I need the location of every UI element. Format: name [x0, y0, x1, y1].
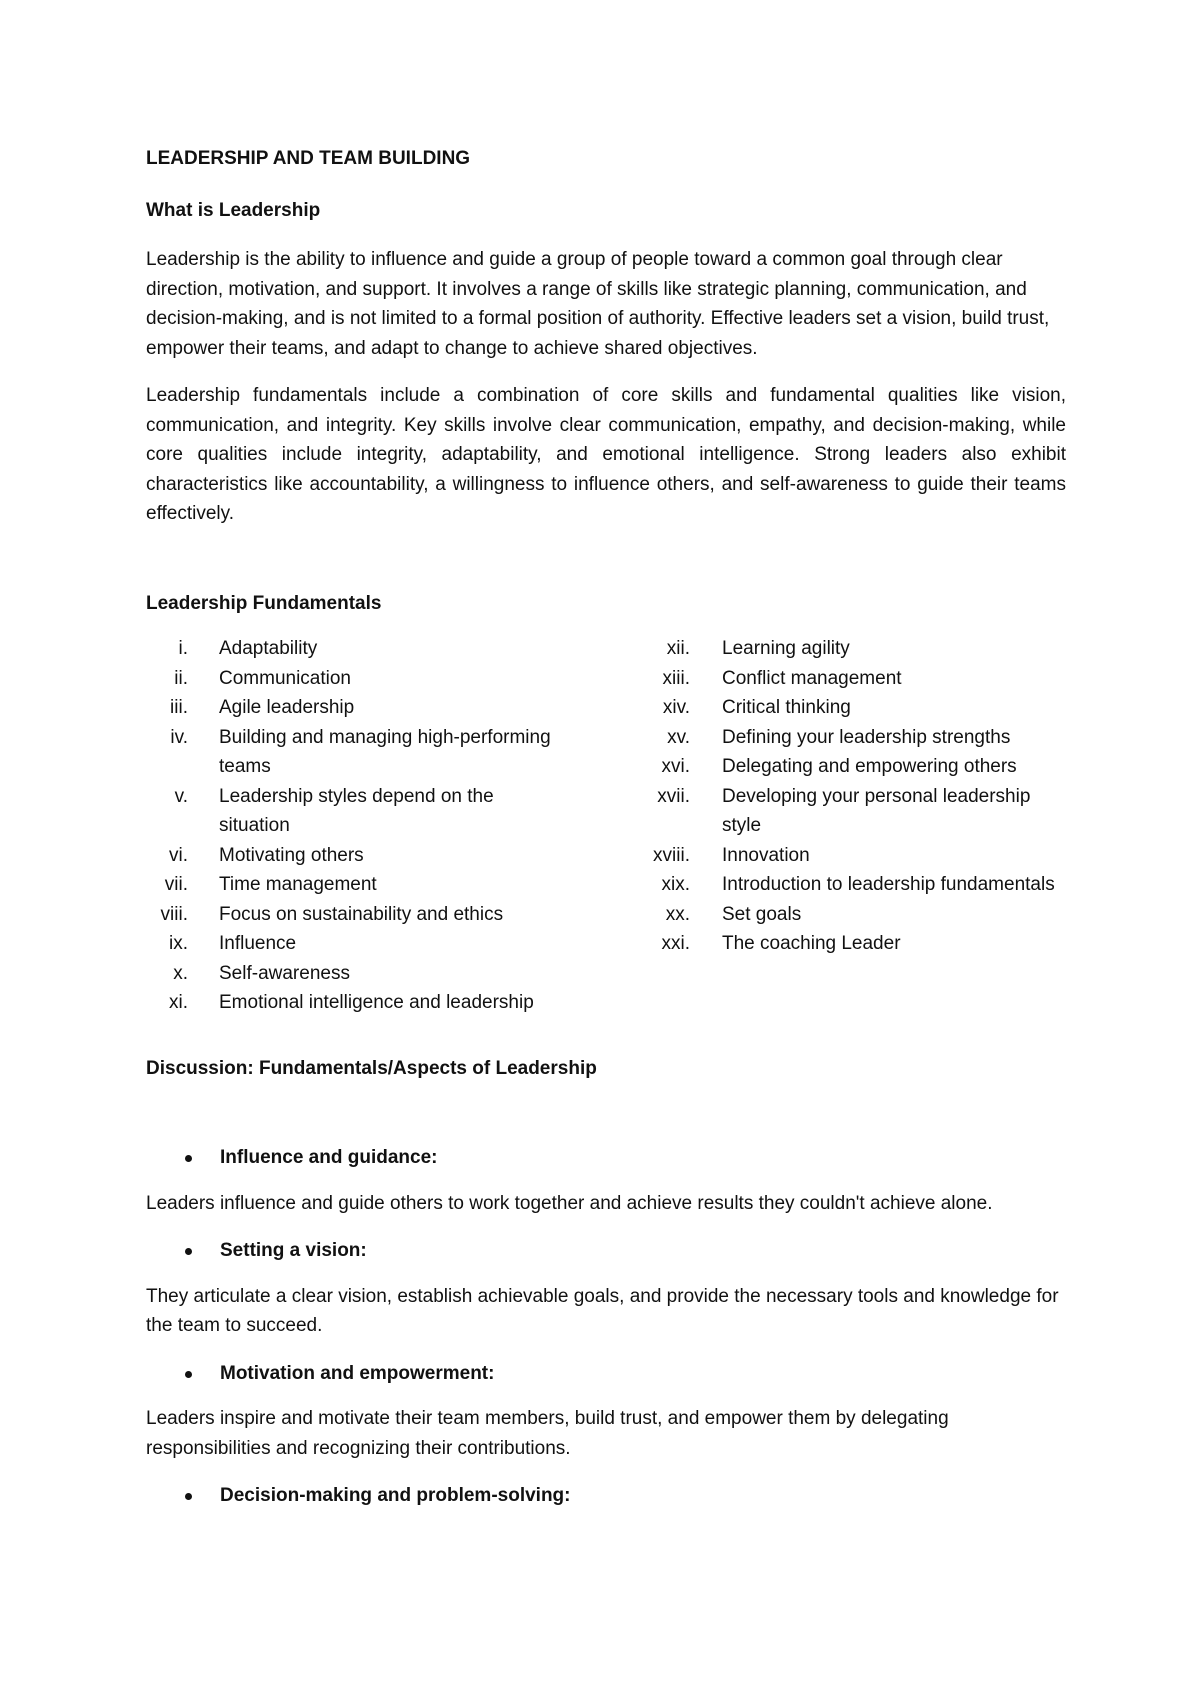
list-item [642, 929, 1066, 959]
list-item-text: Delegating and empowering others [722, 756, 1017, 777]
list-item-number: xi. [169, 992, 188, 1013]
list-item-text: Set goals [722, 903, 802, 925]
list-item-text: Emotional intelligence and leadership [219, 992, 534, 1013]
aspect-label: Decision-making and problem-solving: [220, 1485, 571, 1506]
list-item [146, 634, 642, 664]
list-item-number: x. [173, 962, 188, 984]
list-item [642, 664, 1066, 694]
list-item [146, 664, 642, 694]
list-item-number: i. [178, 638, 188, 659]
aspect-paragraph: They articulate a clear vision, establish achievable goals, and provide the necessary tools and knowledge for the team to succeed. [146, 1285, 1059, 1336]
list-item-number: xiii. [662, 667, 690, 689]
bullet-dot-icon [146, 1481, 192, 1511]
list-item-number: xii. [666, 638, 690, 659]
aspect-paragraph: Leaders influence and guide others to work together and achieve results they couldn't achieve alone. [146, 1192, 993, 1214]
aspect-label: Influence and guidance: [220, 1147, 438, 1168]
aspect-label: Setting a vision: [220, 1240, 367, 1261]
aspect-paragraph: Leaders inspire and motivate their team members, build trust, and empower them by delegating responsibilities and recognizing their contributions. [146, 1408, 949, 1459]
list-item-number: ix. [169, 933, 188, 954]
list-item-number: xix. [661, 874, 690, 895]
list-item-text: Leadership styles depend on the situation [219, 785, 494, 836]
list-item [642, 782, 1066, 841]
document-title: LEADERSHIP AND TEAM BUILDING [146, 148, 471, 169]
list-item-number: iii. [170, 697, 188, 718]
list-item-text: Influence [219, 933, 297, 954]
bullet-dot-icon [146, 1359, 192, 1389]
leadership-definition-paragraph: Leadership is the ability to influence and guide a group of people toward a common goal through clear direction, motivation, and support. It involves a range of skills like strategic planning, communication, and decision-making, and is not limited to a formal position of authority. Effective leaders set a vision, build trust, empower their teams, and adapt to change to achieve shared objectives. [146, 249, 1050, 359]
fundamentals-list-left [146, 634, 642, 1018]
bullet-dot-icon [146, 1143, 192, 1173]
list-item-text: Introduction to leadership fundamentals [722, 874, 1055, 895]
list-item [642, 841, 1066, 871]
aspect-bullet [146, 1481, 1066, 1511]
list-item [146, 929, 642, 959]
list-item-text: Time management [219, 874, 377, 895]
bullet-dot-icon [146, 1236, 192, 1266]
list-item [146, 723, 642, 782]
list-item [642, 693, 1066, 723]
list-item-text: Innovation [722, 844, 810, 866]
aspect-bullet [146, 1359, 1066, 1389]
list-item [642, 723, 1066, 753]
list-item-number: vi. [169, 844, 188, 866]
fundamentals-list [146, 634, 1066, 1018]
list-item-number: xx. [665, 903, 690, 925]
list-item-text: Agile leadership [219, 697, 355, 718]
fundamentals-list-right [642, 634, 1066, 1018]
list-item-text: Defining your leadership strengths [722, 726, 1011, 748]
what-is-leadership-heading: What is Leadership [146, 199, 321, 221]
aspect-bullet [146, 1143, 1066, 1173]
list-item-text: Learning agility [722, 638, 850, 659]
list-item-text: Self-awareness [219, 962, 350, 984]
list-item [146, 841, 642, 871]
list-item-number: xviii. [653, 844, 690, 866]
list-item-text: Developing your personal leadership style [722, 785, 1031, 836]
list-item-number: xv. [667, 726, 690, 748]
list-item [146, 900, 642, 930]
aspect-bullet [146, 1236, 1066, 1266]
list-item-number: xxi. [661, 933, 690, 954]
list-item-text: Communication [219, 667, 351, 689]
list-item [146, 959, 642, 989]
list-item-number: xvii. [657, 785, 690, 807]
list-item [642, 752, 1066, 782]
list-item-number: viii. [160, 903, 188, 925]
leadership-fundamentals-paragraph: Leadership fundamentals include a combination of core skills and fundamental qualities like vision, communication, and integrity. Key skills involve clear communication, empathy, and decision-making, while core qualities include integrity, adaptability, and emotional intelligence. Strong leaders also exhibit characteristics like accountability, a willingness to influence others, and self-awareness to guide their teams effectively. [146, 385, 1066, 524]
document-body [146, 144, 1066, 1527]
list-item-number: xiv. [662, 697, 690, 718]
list-item [146, 782, 642, 841]
list-item-text: The coaching Leader [722, 933, 901, 954]
list-item-number: v. [174, 785, 188, 807]
list-item-number: iv. [170, 726, 188, 748]
aspect-label: Motivation and empowerment: [220, 1362, 495, 1384]
fundamentals-heading: Leadership Fundamentals [146, 592, 382, 614]
list-item-number: ii. [174, 667, 188, 689]
list-item-text: Focus on sustainability and ethics [219, 903, 504, 925]
list-item [146, 870, 642, 900]
list-item-text: Motivating others [219, 844, 364, 866]
list-item [146, 693, 642, 723]
list-item-text: Conflict management [722, 667, 902, 689]
list-item [642, 870, 1066, 900]
list-item-number: vii. [164, 874, 188, 895]
discussion-heading: Discussion: Fundamentals/Aspects of Leadership [146, 1057, 597, 1079]
list-item-text: Critical thinking [722, 697, 851, 718]
list-item [642, 634, 1066, 664]
list-item-number: xvi. [661, 756, 690, 777]
list-item-text: Adaptability [219, 638, 318, 659]
list-item [146, 988, 642, 1018]
list-item [642, 900, 1066, 930]
list-item-text: Building and managing high-performing teams [219, 726, 551, 777]
